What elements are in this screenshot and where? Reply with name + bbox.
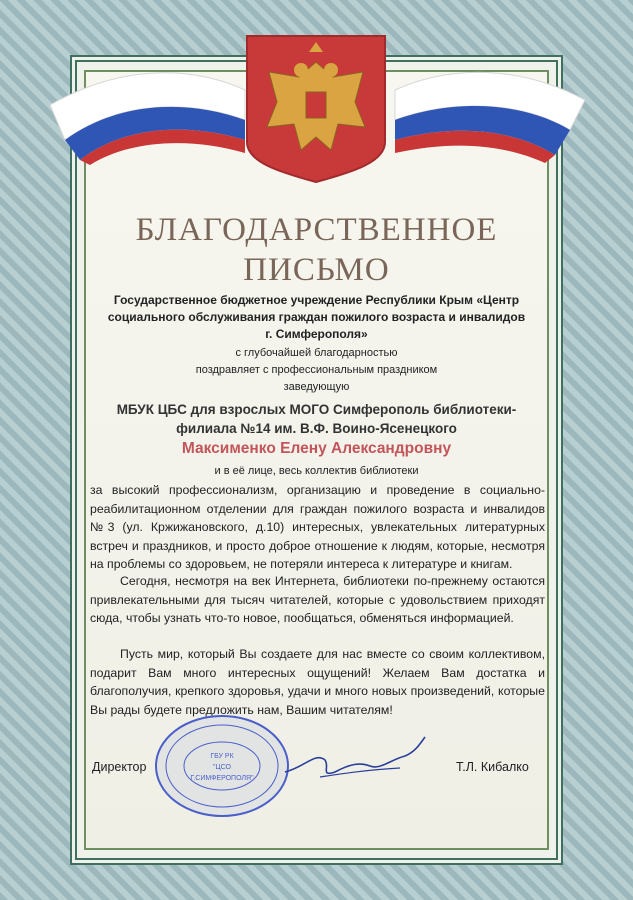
paragraph-1: за высокий профессионализм, организацию и проведение в социально-реабилитационном отделении для граждан пожилого возраста и инвалидов №3 (ул. Кржижановского, д.10) интересных, увлекательных литературных встреч и праздников, и просто доброе отношение к людям, которые, несмотря на проблемы со здоровьем, не потеряли интереса к литературе и книгам. [90, 483, 545, 571]
recipient-name: Максименко Елену Александровну [181, 440, 452, 457]
congratulates-line: поздравляет с профессиональным праздником [195, 364, 438, 376]
position-line: заведующую [283, 381, 350, 393]
organization-name [90, 292, 543, 343]
paragraph-3: Пусть мир, который Вы создаете для нас вместе со своим коллективом, подарит Вам много интересных ощущений! Желаем Вам достатка и благополучия, крепкого здоровья, удачи и много новых произведений, которые Вы рады будете предложить нам, Вашим читателям! [90, 647, 545, 717]
signer-title: Директор [92, 760, 147, 774]
svg-text:"ЦСО: "ЦСО [212, 764, 232, 771]
gratitude-line: с глубочайшей благодарностью [235, 347, 398, 359]
russian-coat-of-arms-icon [243, 32, 389, 184]
svg-text:ГБУ РК: ГБУ РК [210, 753, 234, 760]
organization-line: Государственное бюджетное учреждение Республики Крым «Центр [113, 293, 520, 307]
library-name [90, 400, 543, 438]
document-title-line2: ПИСЬМО [243, 252, 390, 288]
library-line: филиала №14 им. В.Ф. Воино-Ясенецкого [176, 421, 457, 436]
document-title-line1: БЛАГОДАРСТВЕННОЕ [135, 212, 498, 248]
organization-line: социального обслуживания граждан пожилого возраста и инвалидов [107, 310, 526, 324]
library-line: МБУК ЦБС для взрослых МОГО Симферополь библиотеки- [116, 402, 517, 417]
organization-line: г. Симферополя» [265, 327, 368, 341]
signer-name: Т.Л. Кибалко [456, 760, 529, 774]
paragraph-2: Сегодня, несмотря на век Интернета, библиотеки по-прежнему остаются привлекательными для тысяч читателей, которые с удовольствием приходят сюда, чтобы узнать что-то новое, пообщаться, обменяться информацией. [90, 574, 545, 625]
svg-text:Г.СИМФЕРОПОЛЯ": Г.СИМФЕРОПОЛЯ" [190, 775, 254, 782]
official-stamp-icon [152, 712, 292, 820]
team-line: и в её лице, весь коллектив библиотеки [214, 465, 419, 477]
handwritten-signature-icon [280, 732, 430, 792]
